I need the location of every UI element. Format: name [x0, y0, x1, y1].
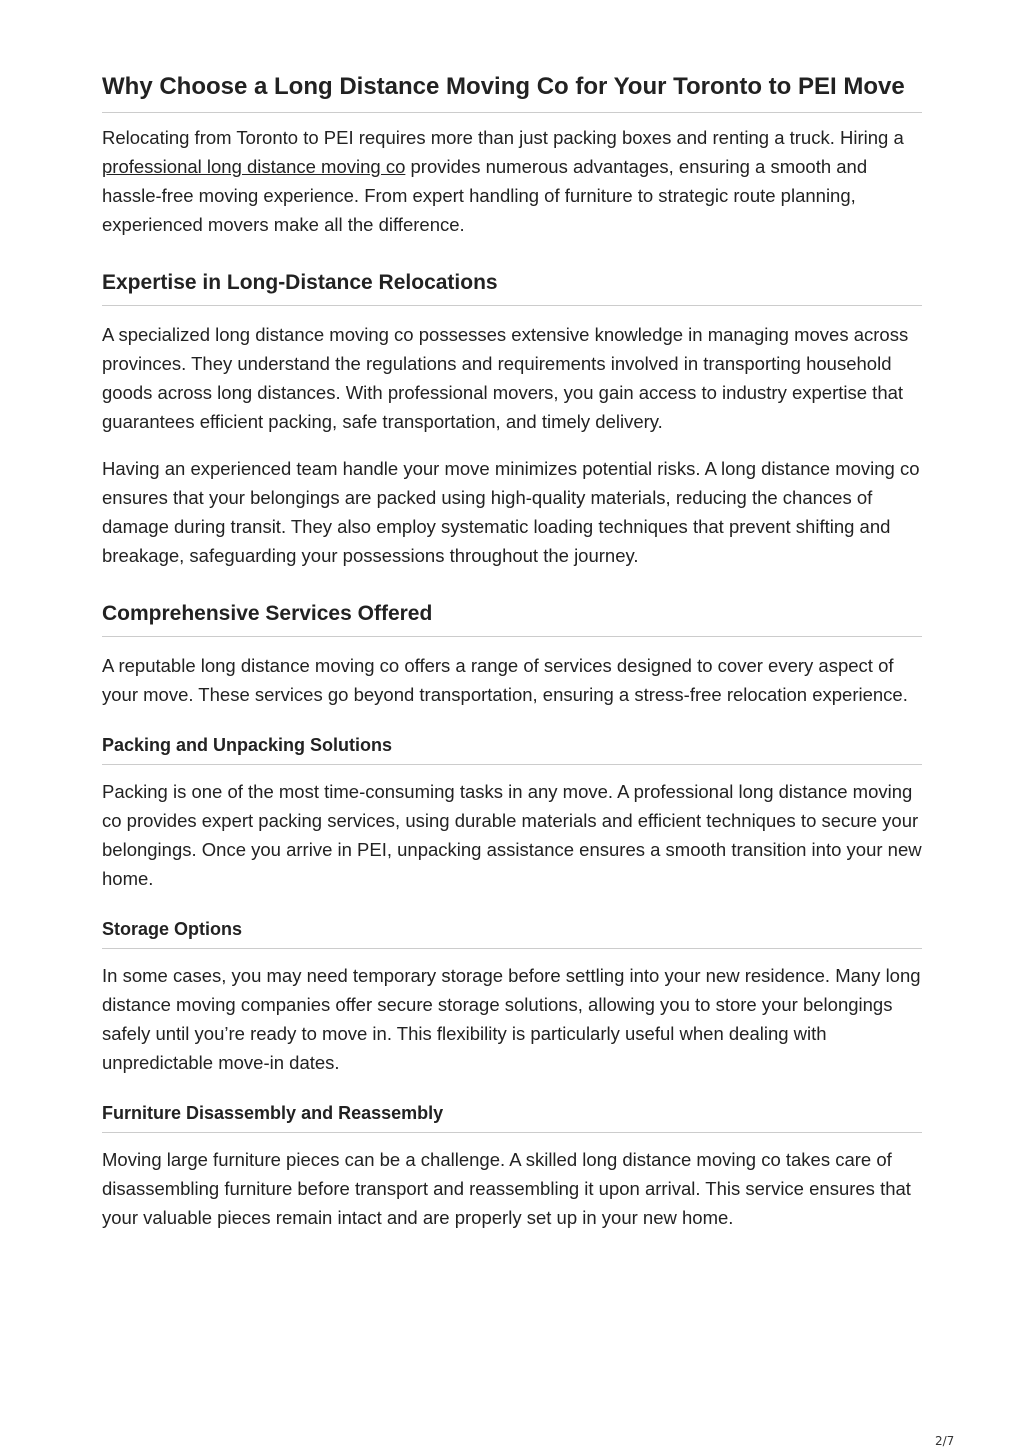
intro-paragraph [102, 123, 922, 239]
intro-text-after: provides numerous advantages, ensuring a smooth and hassle-free moving experience. From expert handling of furniture to strategic route planning, experienced movers make all the difference. [102, 156, 868, 235]
storage-paragraph: In some cases, you may need temporary storage before settling into your new residence. Many long distance moving companies offer secure storage solutions, allowing you to store your belongings safely until you’re ready to move in. This flexibility is particularly useful when dealing with unpredictable move-in dates. [102, 965, 921, 1073]
page-title: Why Choose a Long Distance Moving Co for Your Toronto to PEI Move [102, 72, 922, 113]
expertise-paragraph-2: Having an experienced team handle your move minimizes potential risks. A long distance moving co ensures that your belongings are packed using high-quality materials, reducing the chances of damage during transit. They also employ systematic loading techniques that prevent shifting and breakage, safeguarding your possessions throughout the journey. [102, 458, 920, 566]
services-paragraph: A reputable long distance moving co offers a range of services designed to cover every aspect of your move. These services go beyond transportation, ensuring a stress-free relocation experience. [102, 655, 908, 705]
professional-moving-link[interactable]: professional long distance moving co [102, 156, 406, 177]
subheading-storage: Storage Options [102, 917, 922, 949]
expertise-paragraph-1: A specialized long distance moving co possesses extensive knowledge in managing moves across provinces. They understand the regulations and requirements involved in transporting household goods across long distances. With professional movers, you gain access to industry expertise that guarantees efficient packing, safe transportation, and timely delivery. [102, 324, 909, 432]
document-page [102, 72, 922, 1244]
intro-text-before: Relocating from Toronto to PEI requires more than just packing boxes and renting a truck. Hiring a [102, 127, 904, 148]
packing-paragraph: Packing is one of the most time-consuming tasks in any move. A professional long distance moving co provides expert packing services, using durable materials and efficient techniques to secure your belongings. Once you arrive in PEI, unpacking assistance ensures a smooth transition into your new home. [102, 781, 922, 889]
subheading-packing: Packing and Unpacking Solutions [102, 733, 922, 765]
page-number: 2/7 [935, 1434, 955, 1448]
subheading-furniture: Furniture Disassembly and Reassembly [102, 1101, 922, 1133]
section-heading-expertise: Expertise in Long-Distance Relocations [102, 269, 922, 306]
section-heading-services: Comprehensive Services Offered [102, 600, 922, 637]
furniture-paragraph: Moving large furniture pieces can be a challenge. A skilled long distance moving co takes care of disassembling furniture before transport and reassembling it upon arrival. This service ensures that your valuable pieces remain intact and are properly set up in your new home. [102, 1149, 911, 1228]
